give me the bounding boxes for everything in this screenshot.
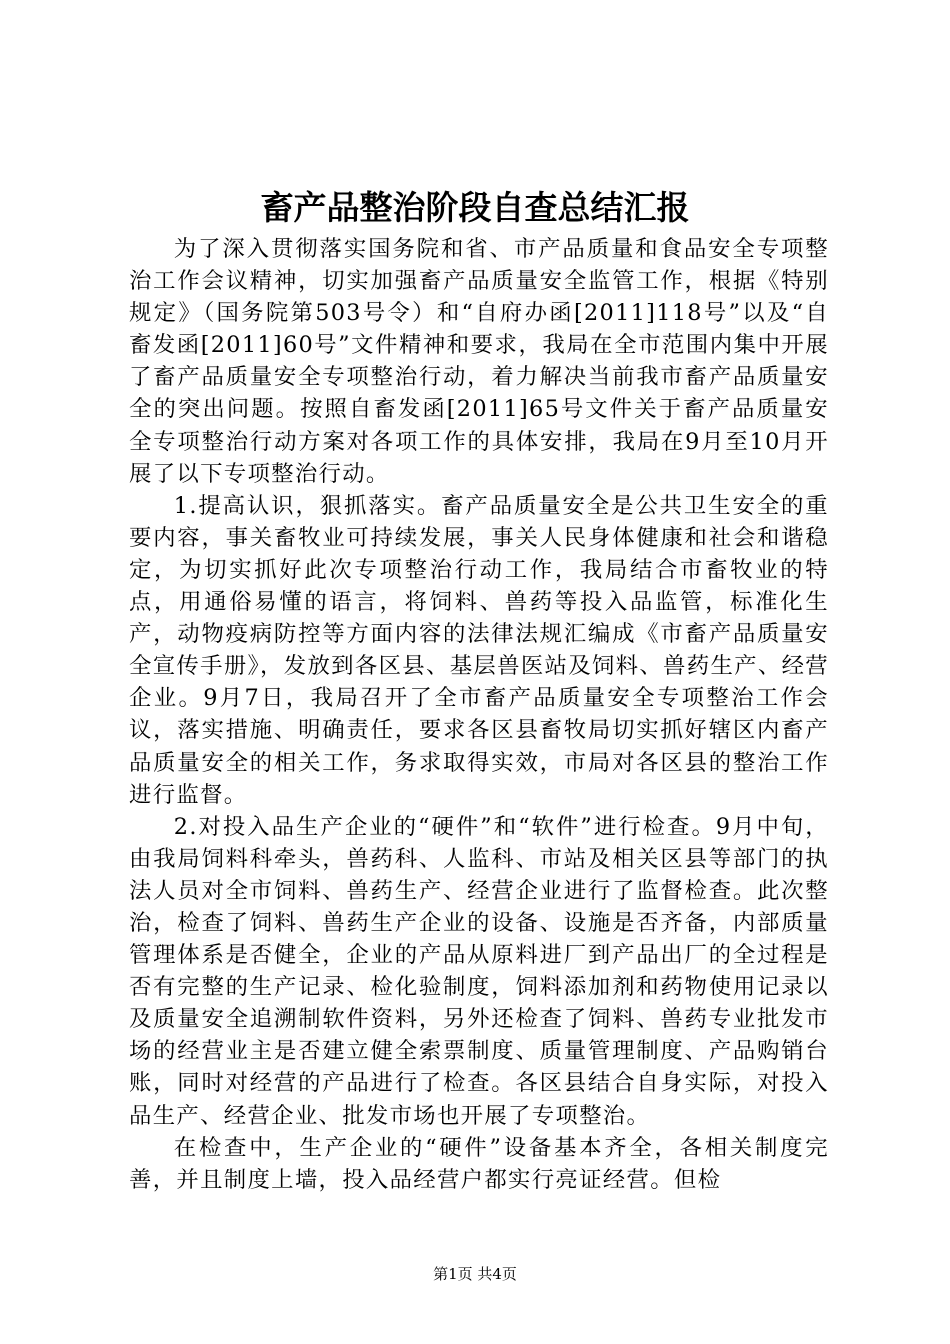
paragraph-item-1: 1.提高认识，狠抓落实。畜产品质量安全是公共卫生安全的重要内容，事关畜牧业可持续发展，事关人民身体健康和社会和谐稳定，为切实抓好此次专项整治行动工作，我局结合市畜牧业的特点，用通俗易懂的语言，将饲料、兽药等投入品监管，标准化生产，动物疫病防控等方面内容的法律法规汇编成《市畜产品质量安全宣传手册》，发放到各区县、基层兽医站及饲料、兽药生产、经营企业。9月7日，我局召开了全市畜产品质量安全专项整治工作会议，落实措施、明确责任，要求各区县畜牧局切实抓好辖区内畜产品质量安全的相关工作，务求取得实效，市局对各区县的整治工作进行监督。 bbox=[129, 492, 829, 808]
document-body bbox=[129, 233, 829, 1196]
paragraph-item-2: 2.对投入品生产企业的“硬件”和“软件”进行检查。9月中旬，由我局饲料科牵头，兽药科、人监科、市站及相关区县等部门的执法人员对全市饲料、兽药生产、经营企业进行了监督检查。此次整治，检查了饲料、兽药生产企业的设备、设施是否齐备，内部质量管理体系是否健全，企业的产品从原料进厂到产品出厂的全过程是否有完整的生产记录、检化验制度，饲料添加剂和药物使用记录以及质量安全追溯制软件资料，另外还检查了饲料、兽药专业批发市场的经营业主是否建立健全索票制度、质量管理制度、产品购销台账，同时对经营的产品进行了检查。各区县结合自身实际，对投入品生产、经营企业、批发市场也开展了专项整治。 bbox=[129, 813, 829, 1129]
page-number-footer: 第1页 共4页 bbox=[433, 1265, 517, 1283]
paragraph-inspection: 在检查中，生产企业的“硬件”设备基本齐全，各相关制度完善，并且制度上墙，投入品经营户都实行亮证经营。但检 bbox=[129, 1134, 829, 1193]
document-title: 畜产品整治阶段自查总结汇报 bbox=[260, 188, 690, 227]
paragraph-intro: 为了深入贯彻落实国务院和省、市产品质量和食品安全专项整治工作会议精神，切实加强畜产品质量安全监管工作，根据《特别规定》（国务院第503号令）和“自府办函[2011]118号”以及“自畜发函[2011]60号”文件精神和要求，我局在全市范围内集中开展了畜产品质量安全专项整治行动，着力解决当前我市畜产品质量安全的突出问题。按照自畜发函[2011]65号文件关于畜产品质量安全专项整治行动方案对各项工作的具体安排，我局在9月至10月开展了以下专项整治行动。 bbox=[129, 236, 829, 487]
